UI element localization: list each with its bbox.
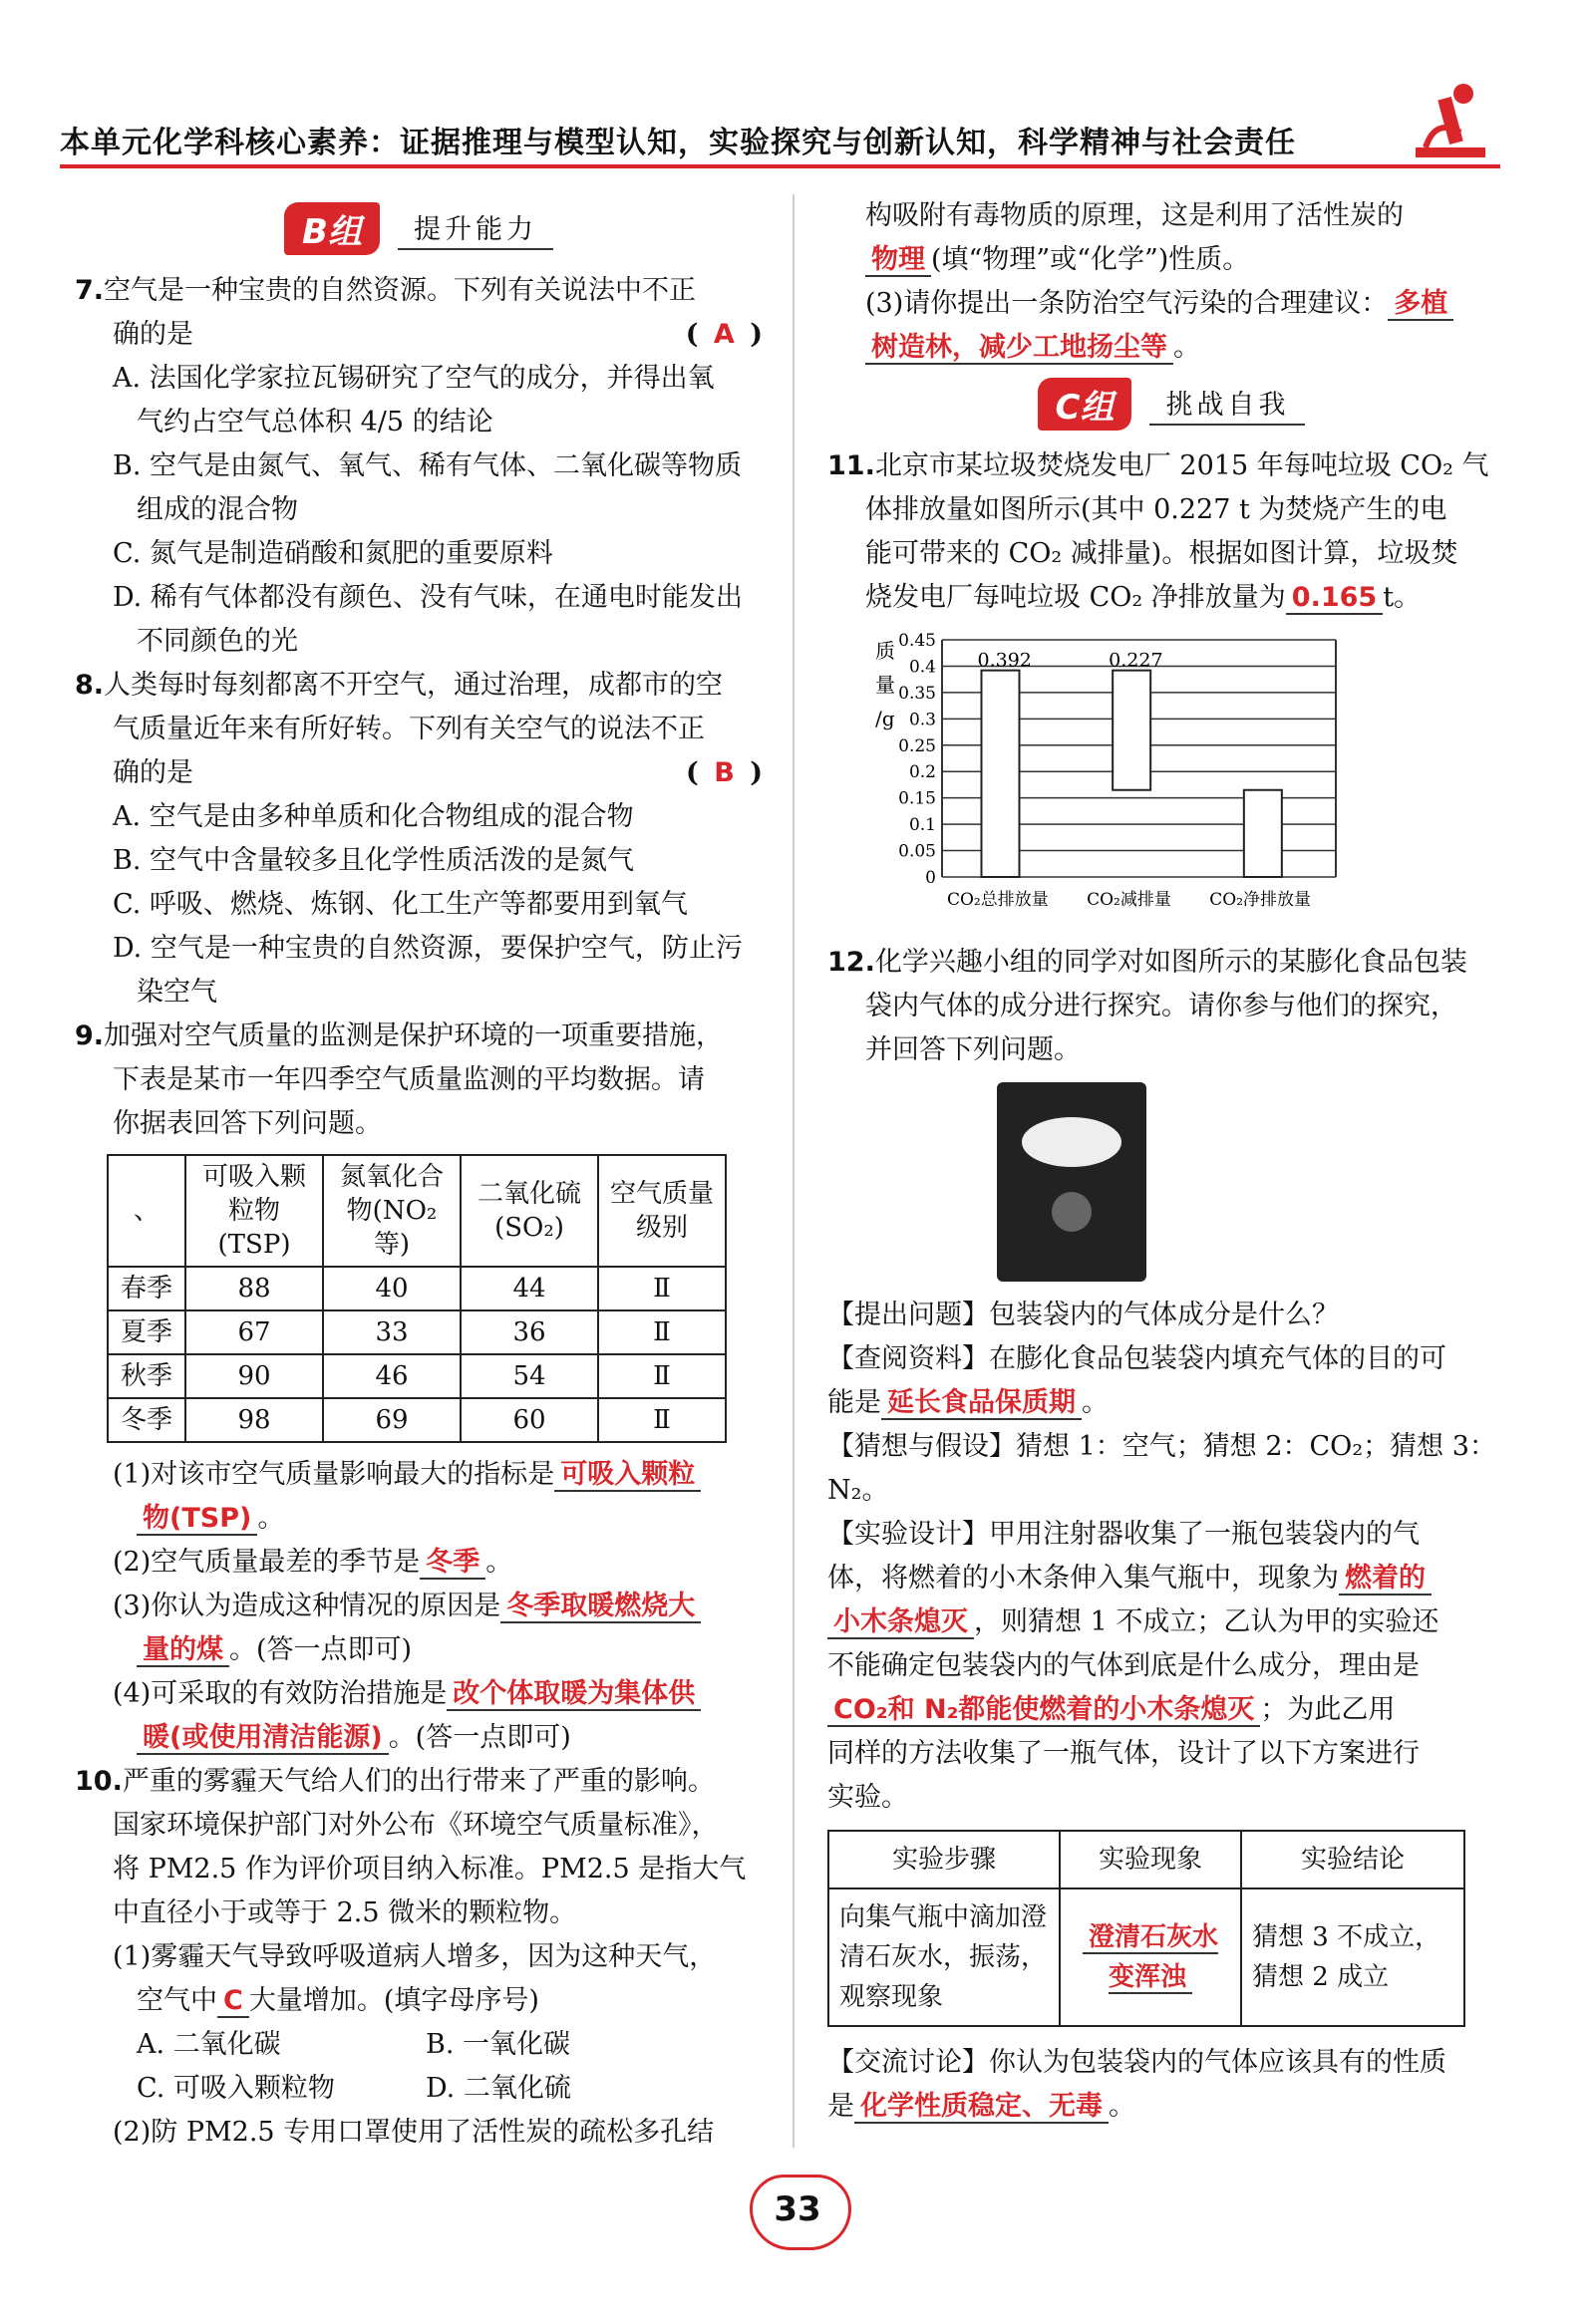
q12-tiwen: 【提出问题】包装袋内的气体成分是什么？ [827,1300,1339,1330]
y-axis-label: 量 [875,673,895,697]
q7-stem-2: 确的是 [113,319,193,350]
q12-jiaoliu-2: 是 [827,2091,854,2122]
q12-sheji-answer-b: 小木条熄灭 [827,1606,974,1639]
q11-number: 11. [827,450,875,481]
table-cell: 秋季 [108,1354,185,1398]
q11-stem-4-post: t。 [1383,582,1422,613]
bag-logo-shape [1052,1192,1092,1232]
table-row [108,1354,726,1398]
table-header-cell: 可吸入颗粒物(TSP) [185,1155,323,1267]
q9-number: 9. [75,1020,105,1051]
q9-stem-1: 加强对空气质量的监测是保护环境的一项重要措施， [104,1020,724,1051]
table-header-cell: 实验现象 [1060,1831,1241,1888]
q10-s1-answer: C [217,1985,249,2018]
bar [1244,790,1282,877]
q9-s3-post: 。(答一点即可) [229,1634,413,1665]
q10-s2-post: (填“物理”或“化学”)性质。 [931,244,1250,275]
x-tick-label: CO₂净排放量 [1209,890,1312,910]
q9-s3-answer-b: 量的煤 [137,1634,229,1667]
group-b-heading [75,202,763,255]
q12-chayue-post: 。 [1082,1387,1109,1418]
table-cell: Ⅱ [598,1398,726,1442]
table-cell: 98 [185,1398,323,1442]
y-tick-label: 0.3 [908,710,936,730]
bar [982,671,1020,877]
table-cell: 69 [323,1398,461,1442]
table-cell: 44 [461,1267,598,1310]
q10-stem-2: 国家环境保护部门对外公布《环境空气质量标准》， [113,1810,719,1841]
q10-s3-answer-a: 多植 [1388,288,1453,321]
question-10 [75,1760,763,2155]
q9-s4-answer-a: 改个体取暖为集体供 [447,1678,701,1711]
q12-sheji-6: 同样的方法收集了一瓶气体，设计了以下方案进行 [827,1738,1420,1769]
table-cell: 54 [461,1354,598,1398]
table-cell: 90 [185,1354,323,1398]
q9-s1-post: 。 [257,1503,285,1534]
co2-chart [857,628,1515,931]
q7-number: 7. [75,275,105,306]
table-row [108,1310,726,1354]
y-tick-label: 0.05 [898,841,936,862]
q12-sheji-2: 体，将燃着的小木条伸入集气瓶中，现象为 [827,1563,1339,1594]
bar [1113,671,1150,790]
q10-s2-line-2: 构吸附有毒物质的原理，这是利用了活性炭的 [865,200,1404,231]
q10-s2-line-1: (2)防 PM2.5 专用口罩使用了活性炭的疏松多孔结 [113,2117,715,2148]
group-c-heading [827,378,1515,431]
y-tick-label: 0.4 [908,657,936,678]
q12-jiaoliu-answer: 化学性质稳定、无毒 [854,2091,1109,2124]
table-header-cell: 、 [108,1155,185,1267]
column-divider [793,194,795,2148]
q10-s3-answer-b: 树造林，减少工地扬尘等 [865,332,1173,365]
q12-sheji-1: 【实验设计】甲用注射器收集了一瓶包装袋内的气 [827,1519,1420,1550]
q8-answer: B [714,757,735,788]
y-tick-label: 0.15 [898,788,936,809]
q12-sheji-5: ；为此乙用 [1260,1694,1396,1725]
question-9 [75,1015,763,1760]
x-tick-label: CO₂减排量 [1087,890,1171,910]
page-number: 33 [774,2189,821,2229]
q12-sheji-3: ，则猜想 1 不成立；乙认为甲的实验还 [974,1606,1439,1637]
y-axis-label: /g [875,707,895,730]
table-header-cell: 实验步骤 [828,1831,1060,1888]
group-b-badge: B组 [284,202,380,255]
group-c-badge: C组 [1038,378,1132,431]
table-header-row [108,1155,726,1267]
q7-option-d-2: 不同颜色的光 [137,626,298,657]
q11-stem-3: 能可带来的 CO₂ 减排量)。根据如图计算，垃圾焚 [865,538,1458,569]
x-tick-label: CO₂总排放量 [946,890,1049,910]
q10-number: 10. [75,1766,123,1797]
table-cell: 夏季 [108,1310,185,1354]
q8-option-d-2: 染空气 [137,977,217,1008]
q9-s1-answer-b: 物(TSP) [137,1503,257,1536]
table-row [828,1888,1464,2026]
q10-option-b: B. 一氧化碳 [426,2029,571,2060]
q7-answer: A [713,319,735,350]
q10-s1-line-1: (1)雾霾天气导致呼吸道病人增多，因为这种天气， [113,1941,717,1972]
q9-s2-post: 。 [485,1547,513,1578]
q8-answer-paren: ( B ) [686,757,763,788]
q11-answer: 0.165 [1286,582,1383,615]
q8-stem-2: 气质量近年来有所好转。下列有关空气的说法不正 [113,714,705,744]
q12-jiaoliu-post: 。 [1109,2091,1135,2122]
table-header-cell: 二氧化硫(SO₂) [461,1155,598,1267]
q10-s3-prompt: (3)请你提出一条防治空气污染的合理建议： [865,288,1389,319]
q9-s2-answer: 冬季 [420,1547,485,1580]
q10-s1-post: 大量增加。(填字母序号) [248,1985,539,2016]
table-cell-conclusion: 猜想 3 不成立，猜想 2 成立 [1241,1888,1464,2026]
q9-s2-prompt: (2)空气质量最差的季节是 [113,1547,421,1578]
question-12 [827,941,1515,2129]
q12-chayue-answer: 延长食品保质期 [881,1387,1082,1420]
y-tick-label: 0.25 [898,735,936,756]
microscope-logo-icon [1406,78,1495,165]
q8-option-a: A. 空气是由多种单质和化合物组成的混合物 [113,801,634,832]
group-c-title: 挑战自我 [1149,383,1305,426]
table-cell: 冬季 [108,1398,185,1442]
q9-s4-post: 。(答一点即可) [388,1722,571,1753]
q8-number: 8. [75,670,105,701]
y-tick-label: 0.45 [898,631,936,651]
q10-stem-1: 严重的雾霾天气给人们的出行带来了严重的影响。 [122,1766,715,1797]
q10-option-a: A. 二氧化碳 [137,2029,281,2060]
q11-stem-1: 北京市某垃圾焚烧发电厂 2015 年每吨垃圾 CO₂ 气 [874,450,1489,481]
bag-label-shape [1022,1117,1121,1167]
q12-number: 12. [827,947,875,978]
header-rule [60,164,1500,168]
q12-sheji-7: 实验。 [827,1782,908,1813]
q10-s2-answer: 物理 [865,244,931,277]
q12-sheji-answer-c: CO₂和 N₂都能使燃着的小木条熄灭 [827,1694,1260,1727]
q11-stem-4: 烧发电厂每吨垃圾 CO₂ 净排放量为 [865,582,1286,613]
table-cell: 67 [185,1310,323,1354]
question-8 [75,664,763,1015]
table-header-row [828,1831,1464,1888]
table-cell: 36 [461,1310,598,1354]
table-cell-phenomenon [1060,1888,1241,2026]
table-cell: 40 [323,1267,461,1310]
table-cell: 60 [461,1398,598,1442]
q12-chayue-1: 【查阅资料】在膨化食品包装袋内填充气体的目的可 [827,1343,1446,1374]
table-header-cell: 氮氧化合物(NO₂等) [323,1155,461,1267]
y-tick-label: 0.2 [908,762,936,783]
group-b-title: 提升能力 [398,207,553,250]
q11-stem-2: 体排放量如图所示(其中 0.227 t 为焚烧产生的电 [865,494,1447,525]
table-row [108,1267,726,1310]
q7-option-b-2: 组成的混合物 [137,494,298,525]
q8-stem-1: 人类每时每刻都离不开空气，通过治理，成都市的空 [104,670,724,701]
table-header-cell: 实验结论 [1241,1831,1464,1888]
table-phenomenon-answer: 澄清石灰水变浑浊 [1083,1922,1218,1994]
data-label: 0.227 [1109,649,1163,672]
snack-bag-photo [997,1082,1146,1282]
table-row [108,1398,726,1442]
q7-answer-paren: ( A ) [685,319,763,350]
q7-option-c: C. 氮气是制造硝酸和氮肥的重要原料 [113,538,553,569]
table-cell-step: 向集气瓶中滴加澄清石灰水，振荡，观察现象 [828,1888,1060,2026]
y-tick-label: 0.1 [908,815,936,836]
table-cell: Ⅱ [598,1310,726,1354]
q9-s3-prompt: (3)你认为造成这种情况的原因是 [113,1591,501,1621]
q7-option-a-2: 气约占空气总体积 4/5 的结论 [137,407,493,437]
q12-stem-3: 并回答下列问题。 [865,1034,1081,1065]
q7-option-b-1: B. 空气是由氮气、氧气、稀有气体、二氧化碳等物质 [113,450,743,481]
table-cell: 33 [323,1310,461,1354]
table-cell: 88 [185,1267,323,1310]
q7-stem-1: 空气是一种宝贵的自然资源。下列有关说法中不正 [104,275,697,306]
y-tick-label: 0.35 [898,683,936,704]
right-column [827,194,1515,2129]
q12-stem-1: 化学兴趣小组的同学对如图所示的某膨化食品包装 [874,947,1467,978]
q8-option-c: C. 呼吸、燃烧、炼钢、化工生产等都要用到氧气 [113,889,688,920]
q8-option-d-1: D. 空气是一种宝贵的自然资源，要保护空气，防止污 [113,933,743,964]
q12-chayue-2: 能是 [827,1387,881,1418]
data-label: 0.392 [977,649,1032,672]
q12-sheji-answer-a: 燃着的 [1339,1563,1432,1596]
q9-stem-2: 下表是某市一年四季空气质量监测的平均数据。请 [113,1064,705,1095]
question-11 [827,444,1515,931]
q12-stem-2: 袋内气体的成分进行探究。请你参与他们的探究， [865,991,1457,1021]
q12-caixiang: 【猜想与假设】猜想 1：空气；猜想 2：CO₂；猜想 3：N₂。 [827,1431,1496,1506]
q10-s3-post: 。 [1173,332,1200,363]
question-7 [75,269,763,664]
table-cell: 46 [323,1354,461,1398]
air-quality-table [107,1154,727,1443]
q12-jiaoliu-1: 【交流讨论】你认为包装袋内的气体应该具有的性质 [827,2047,1446,2078]
table-cell: Ⅱ [598,1267,726,1310]
y-tick-label: 0 [925,868,936,888]
q9-s4-prompt: (4)可采取的有效防治措施是 [113,1678,448,1709]
q10-stem-4: 中直径小于或等于 2.5 微米的颗粒物。 [113,1897,577,1928]
table-header-cell: 空气质量级别 [598,1155,726,1267]
q9-s1-prompt: (1)对该市空气质量影响最大的指标是 [113,1459,555,1490]
q9-s4-answer-b: 暖(或使用清洁能源) [137,1722,389,1755]
experiment-table [827,1830,1465,2027]
q7-option-d-1: D. 稀有气体都没有颜色、没有气味，在通电时能发出 [113,582,743,613]
q9-stem-3: 你据表回答下列问题。 [113,1108,382,1139]
q10-option-c: C. 可吸入颗粒物 [137,2073,335,2104]
q8-stem-3: 确的是 [113,757,193,788]
table-cell: Ⅱ [598,1354,726,1398]
q10-s1-prompt: 空气中 [137,1985,217,2016]
q10-option-d: D. 二氧化硫 [426,2073,571,2104]
co2-bar-chart [857,628,1356,927]
q9-s1-answer-a: 可吸入颗粒 [554,1459,701,1492]
left-column [75,194,763,2155]
q8-option-b: B. 空气中含量较多且化学性质活泼的是氮气 [113,845,635,876]
q9-s3-answer-a: 冬季取暖燃烧大 [500,1591,701,1623]
table-cell: 春季 [108,1267,185,1310]
q12-sheji-4: 不能确定包装袋内的气体到底是什么成分，理由是 [827,1650,1420,1681]
y-axis-label: 质 [875,639,895,663]
q7-option-a-1: A. 法国化学家拉瓦锡研究了空气的成分，并得出氧 [113,363,715,394]
q10-stem-3: 将 PM2.5 作为评价项目纳入标准。PM2.5 是指大气 [113,1854,747,1885]
page-header: 本单元化学科核心素养：证据推理与模型认知，实验探究与创新认知，科学精神与社会责任 [60,126,1296,160]
